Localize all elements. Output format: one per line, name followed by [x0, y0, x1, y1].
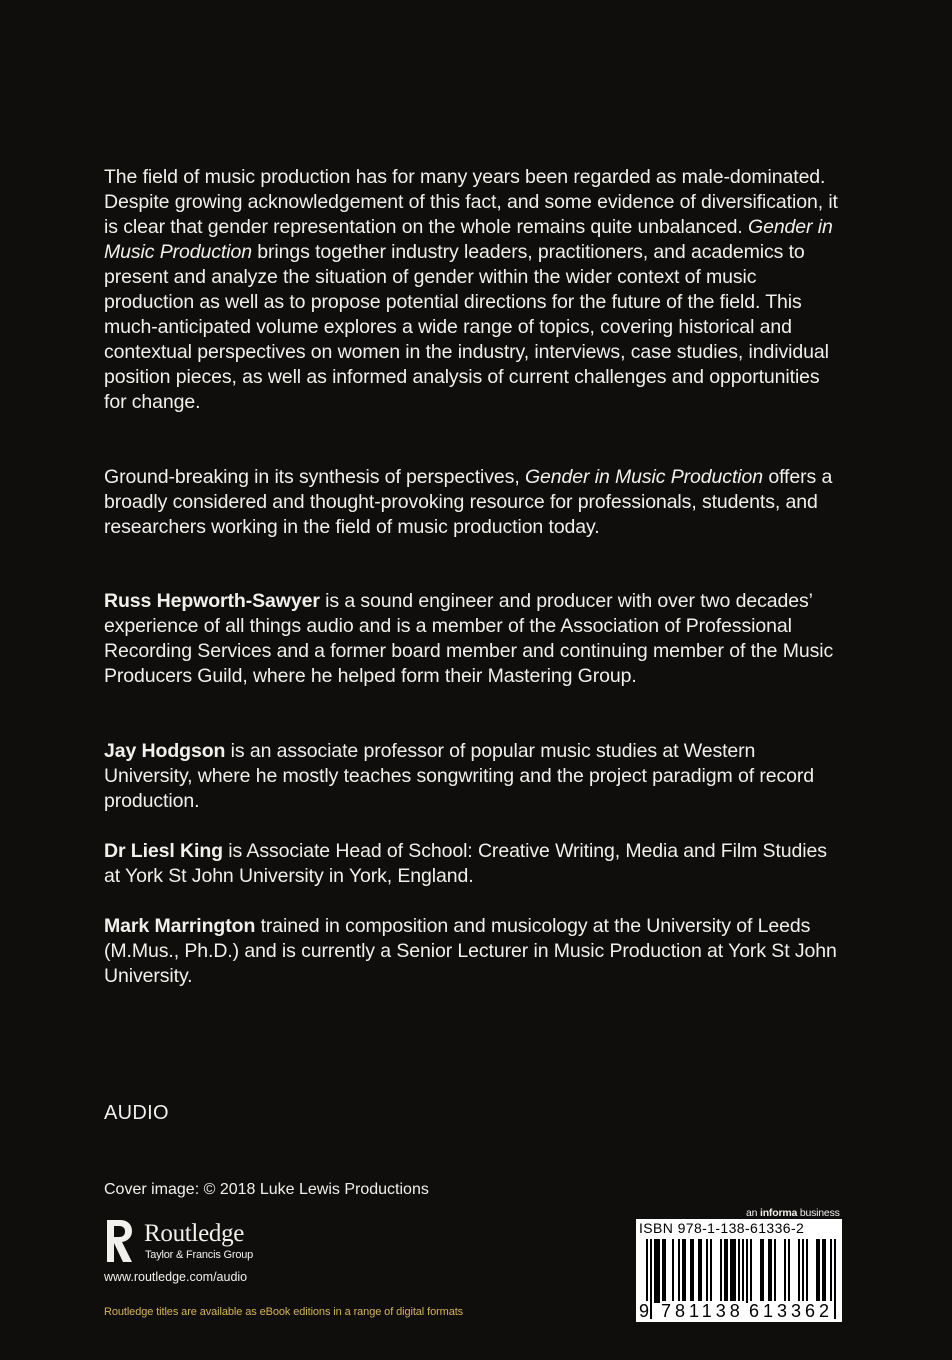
author-bio-text: is Associate Head of School: Creative Writing, Media and Film Studies at York St John University in York, England.	[104, 840, 827, 887]
barcode-bar	[798, 1239, 800, 1303]
barcode-bar	[720, 1239, 722, 1303]
barcode-bar	[760, 1239, 762, 1303]
barcode-bar	[710, 1239, 712, 1303]
subject-category: AUDIO	[104, 1102, 169, 1124]
publisher-name: Routledge	[144, 1220, 245, 1247]
barcode-bar	[824, 1239, 826, 1303]
cover-image-credit: Cover image: © 2018 Luke Lewis Productions	[104, 1181, 429, 1198]
barcode-bar	[746, 1239, 748, 1303]
barcode-bar	[690, 1239, 692, 1303]
barcode-bar	[774, 1239, 776, 1303]
author-bio	[104, 839, 844, 889]
barcode-bar	[802, 1239, 804, 1303]
barcode-bar	[770, 1239, 772, 1303]
barcode-bar	[818, 1239, 820, 1303]
barcode-bar	[768, 1239, 770, 1303]
barcode-bar	[700, 1239, 702, 1303]
author-name: Mark Marrington	[104, 915, 256, 937]
barcode-bar	[654, 1239, 656, 1303]
barcode-bar	[806, 1239, 808, 1303]
blurb-paragraph-1	[104, 165, 844, 415]
blurb-text-a: Ground-breaking in its synthesis of perspectives,	[104, 466, 525, 488]
barcode-bar	[788, 1239, 790, 1303]
barcode-left-digits: 781138	[661, 1301, 744, 1321]
barcode-bar	[672, 1239, 674, 1303]
barcode-bar	[784, 1239, 786, 1303]
blurb-paragraph-2	[104, 465, 844, 540]
barcode-right-digits: 613362	[749, 1301, 834, 1321]
isbn-barcode	[636, 1219, 842, 1322]
barcode-bar	[684, 1239, 686, 1303]
publisher-website-link[interactable]: www.routledge.com/audio	[104, 1270, 248, 1284]
isbn-label: ISBN 978-1-138-61336-2	[639, 1220, 805, 1236]
barcode-bar	[822, 1239, 824, 1303]
barcode-bar	[678, 1239, 680, 1303]
barcode-bar	[726, 1239, 728, 1303]
author-bio	[104, 914, 844, 989]
barcode-bar	[664, 1239, 666, 1303]
barcode-bar	[682, 1239, 684, 1303]
blurb-text-b: offers a broadly considered and thought-provoking resource for professionals, students, and researchers working in the field of music production today.	[104, 466, 833, 538]
author-bio-text: is an associate professor of popular music studies at Western University, where he mostly teaches songwriting and the project paradigm of record production.	[104, 740, 815, 812]
barcode-bar	[750, 1239, 752, 1303]
blurb-text-a: The field of music production has for many years been regarded as male-dominated. Despite growing acknowledgement of this fact, and some evidence of diversification, it is clear that gender representation on the whole remains quite unbalanced.	[104, 166, 838, 238]
barcode-bar	[816, 1239, 818, 1303]
informa-business-label: an informa business	[746, 1207, 840, 1219]
book-title-italic: Gender in Music Production	[524, 466, 763, 488]
publisher-group: Taylor & Francis Group	[145, 1249, 254, 1261]
author-name: Dr Liesl King	[104, 840, 223, 862]
barcode-bar	[662, 1239, 664, 1303]
author-name: Jay Hodgson	[104, 740, 226, 762]
author-bio-text: is a sound engineer and producer with over two decades’ experience of all things audio and is a member of the Association of Professional Recording Services and a former board member and continuing member of the Music Producers Guild, where he helped form their Mastering Group.	[104, 590, 834, 687]
author-bio	[104, 739, 844, 814]
blurb-text-b: brings together industry leaders, practitioners, and academics to present and analyze the situation of gender within the wider context of music production as well as to propose potential directions for the future of the field. This much-anticipated volume explores a wide range of topics, covering historical and contextual perspectives on women in the industry, interviews, case studies, individual position pieces, as well as informed analysis of current challenges and opportunities for change.	[104, 241, 829, 413]
barcode-bar	[698, 1239, 700, 1303]
author-name: Russ Hepworth-Sawyer	[104, 590, 320, 612]
author-bio-text: trained in composition and musicology at the University of Leeds (M.Mus., Ph.D.) and is currently a Senior Lecturer in Music Production at York St John University.	[104, 915, 837, 987]
barcode-bar	[724, 1239, 726, 1303]
ebook-availability-note: Routledge titles are available as eBook editions in a range of digital formats	[104, 1306, 464, 1318]
barcode-bar	[706, 1239, 708, 1303]
barcode-bar	[658, 1239, 660, 1303]
publisher-logo	[104, 1218, 304, 1266]
barcode-bar	[730, 1239, 732, 1303]
barcode-bar	[762, 1239, 764, 1303]
barcode-bar	[656, 1239, 658, 1303]
barcode-first-digit: 9	[639, 1301, 650, 1321]
author-bio	[104, 589, 844, 689]
barcode-bar	[692, 1239, 694, 1303]
barcode-bar	[732, 1239, 734, 1303]
book-title-italic: Gender in Music Production	[104, 216, 833, 263]
routledge-mark-icon	[104, 1218, 138, 1266]
barcode-bar	[734, 1239, 736, 1303]
barcode-digits	[636, 1301, 842, 1323]
